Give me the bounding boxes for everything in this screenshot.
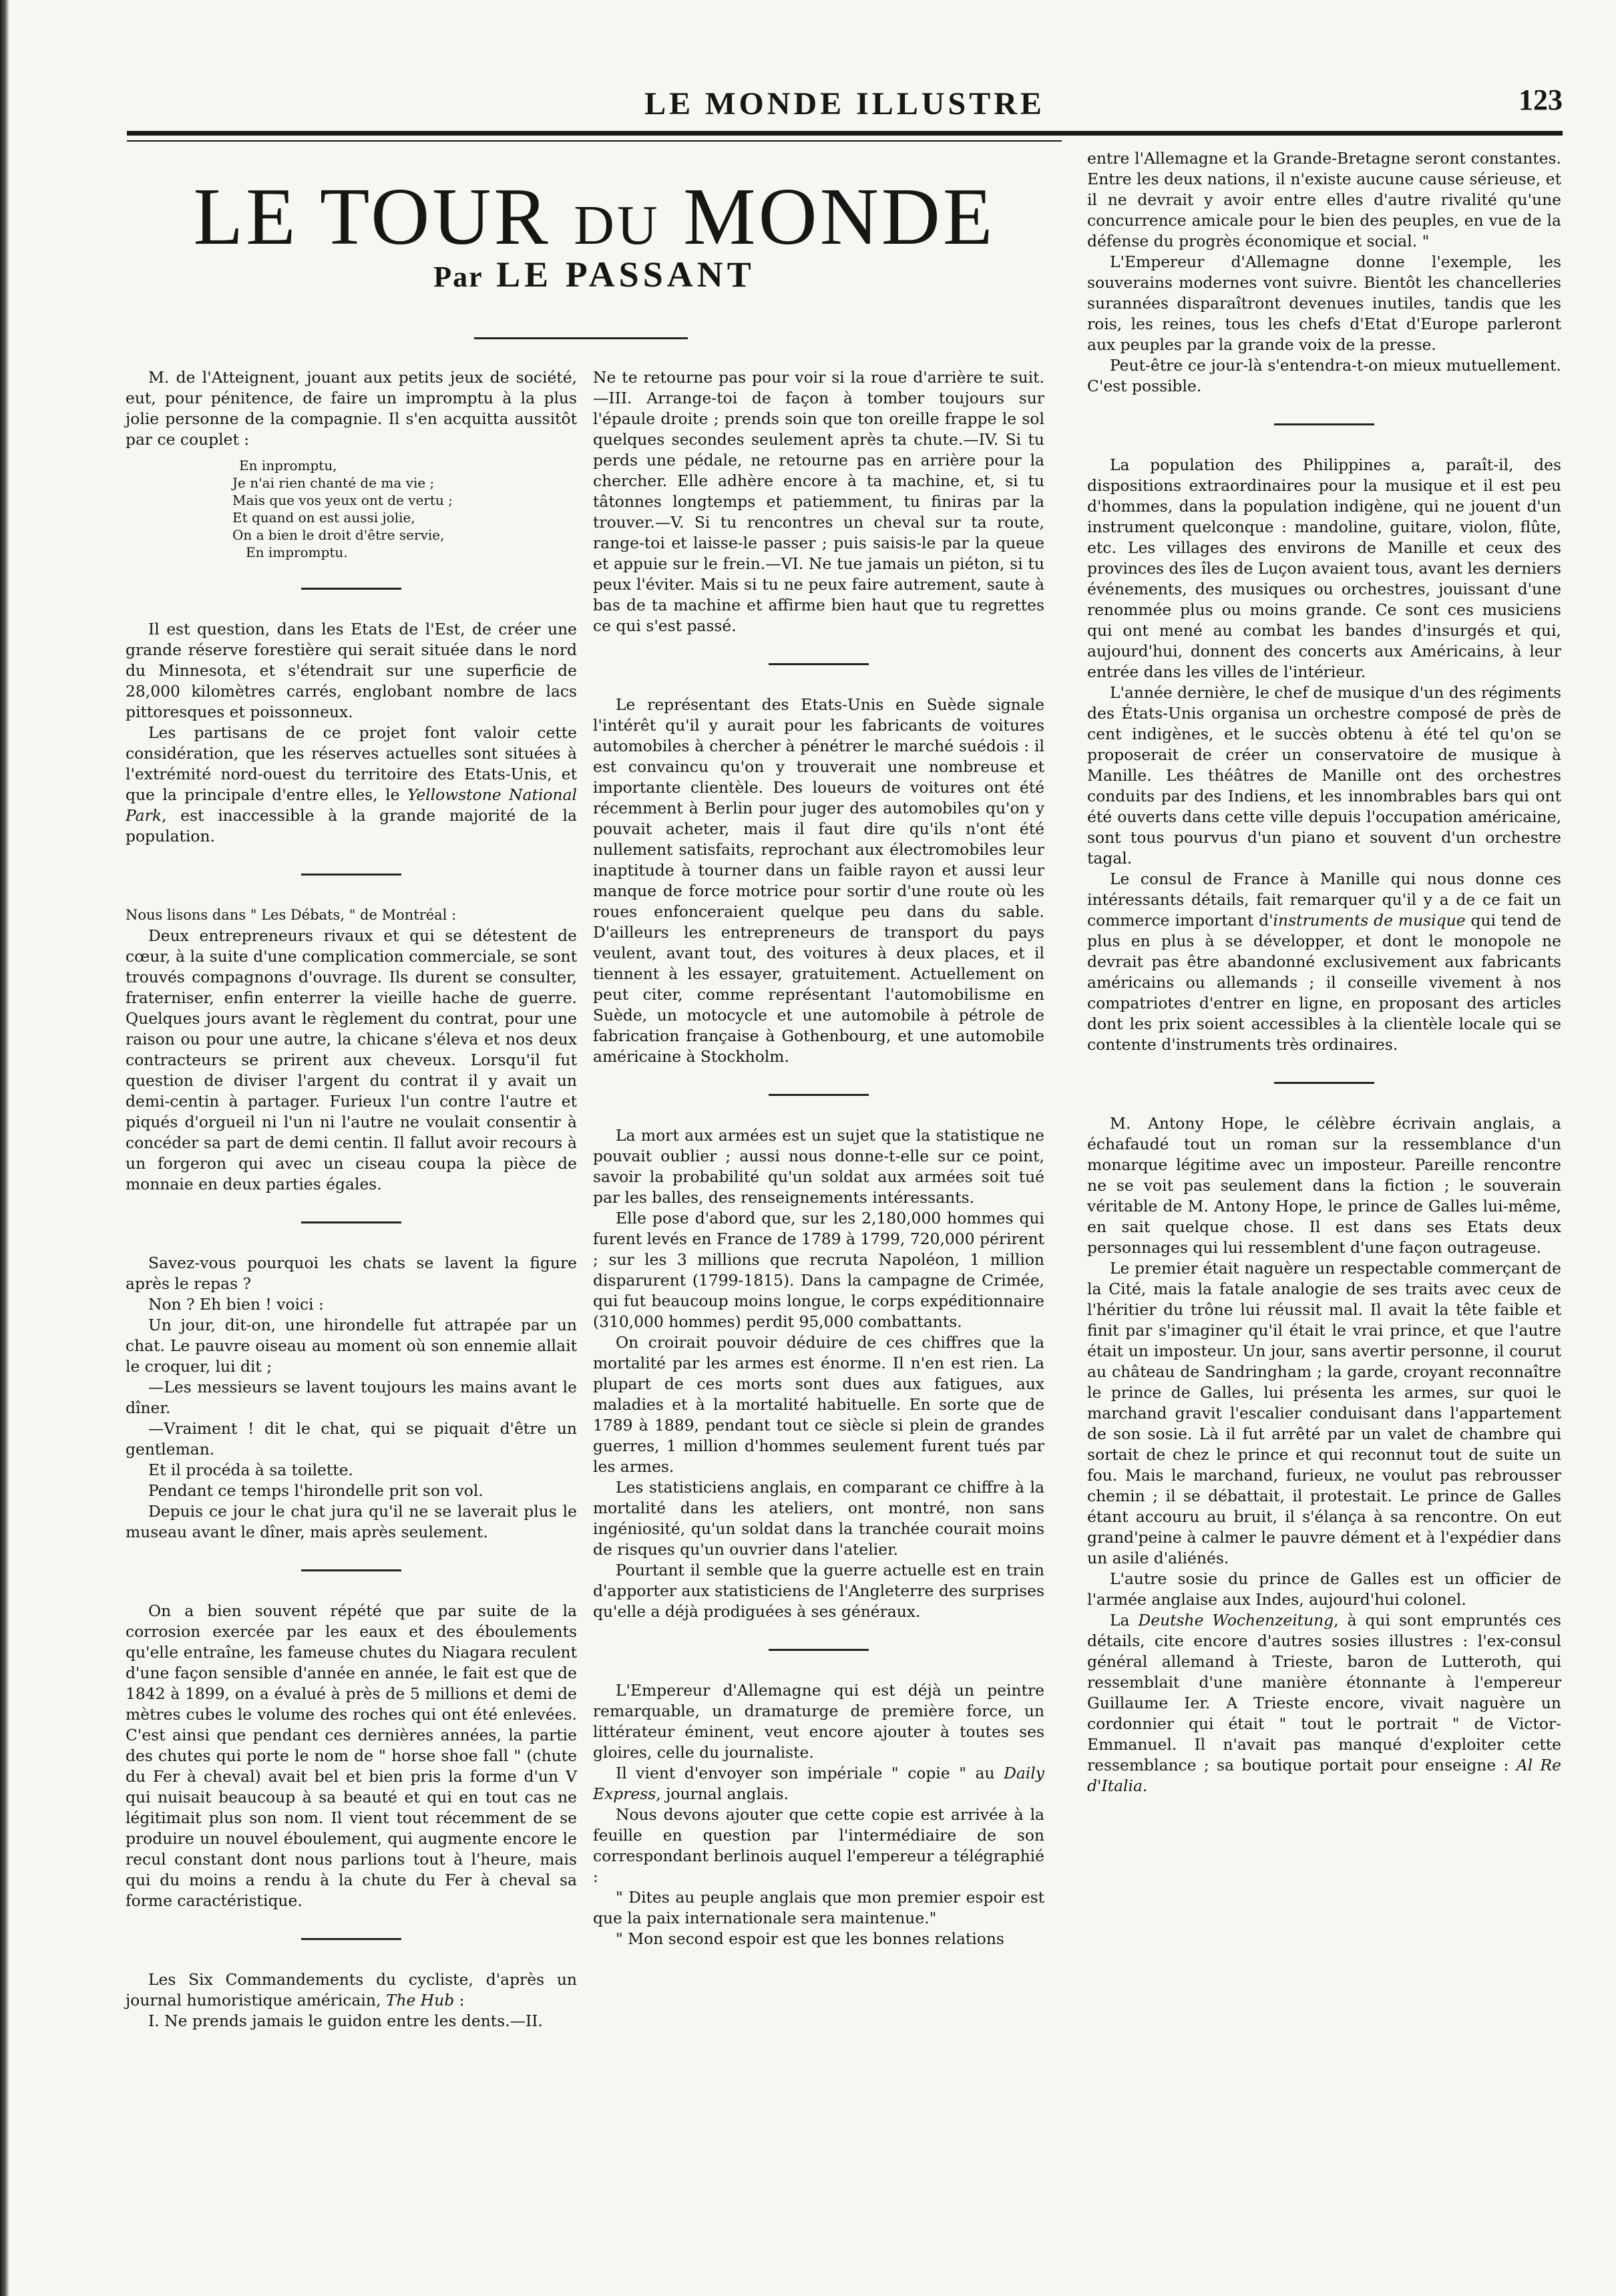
poem-line: Je n'ai rien chanté de ma vie ;: [232, 475, 435, 491]
emphasis: Al Re d'Italia.: [1087, 1756, 1561, 1795]
section-separator: [769, 663, 869, 665]
paragraph: Les Six Commandements du cycliste, d'après un journal humoristique américain, The Hub :: [126, 1970, 577, 2010]
emphasis: Yellowstone National Park: [126, 785, 578, 825]
paragraph: Depuis ce jour le chat jura qu'il ne se laverait plus le museau avant le dîner, mais après seulement.: [126, 1502, 577, 1541]
column-2: [593, 367, 1044, 1949]
section-separator: [1274, 1082, 1374, 1084]
paragraph: L'Empereur d'Allemagne donne l'exemple, les souverains modernes vont suivre. Bientôt les chancelleries surannées disparaîtront devenues inutiles, tandis que les rois, les reines, tous les chefs d'Etat d'Europe parleront aux peuples par la grande voix de la presse.: [1087, 252, 1561, 354]
paragraph: Un jour, dit-on, une hirondelle fut attrapée par un chat. Le pauvre oiseau au moment où son ennemie allait le croquer, lui dit ;: [126, 1316, 577, 1376]
section-separator: [1274, 423, 1374, 425]
paragraph: L'autre sosie du prince de Galles est un officier de l'armée anglaise aux Indes, aujourd'hui colonel.: [1087, 1569, 1561, 1609]
emphasis: Daily Express: [593, 1764, 1044, 1803]
paragraph: M. Antony Hope, le célèbre écrivain anglais, a échafaudé tout un roman sur la ressemblance d'un monarque légitime avec un imposteur. Pareille rencontre ne se voit pas seulement dans la fiction ; le souverain véritable de M. Antony Hope, le prince de Galles lui-même, en sait quelque chose. Il est dans ses Etats deux personnages qui lui ressemblent d'une façon outrageuse.: [1087, 1114, 1561, 1257]
paragraph: Non ? Eh bien ! voici :: [148, 1295, 324, 1314]
poem-line: En inpromptu,: [239, 457, 337, 473]
section-separator: [301, 1221, 401, 1223]
paragraph: On a bien souvent répété que par suite de la corrosion exercée par les eaux et des éboulements qu'elle entraîne, les fameuse chutes du Niagara reculent d'une façon sensible d'année en année, le fait est que de 1842 à 1899, on a évalué à près de 5 millions et demi de mètres cubes le volume des roches qui ont été enlevées. C'est ainsi que pendant ces dernières années, la partie des chutes qui porte le nom de " horse shoe fall " (chute du Fer à cheval) avait bel et bien pris la forme d'un V qui nuisait beaucoup à sa beauté et qui en tout cas ne légitimait plus son nom. Il vient tout récemment de se produire un nouvel éboulement, qui augmente encore le recul constant dont nous parlions tout à l'heure, mais qui du moins a rendu à la chute du Fer à cheval sa forme caractéristique.: [126, 1601, 577, 1910]
paragraph: —Les messieurs se lavent toujours les mains avant le dîner.: [126, 1378, 577, 1417]
title-word-tour: TOUR: [319, 172, 551, 262]
poem-line: On a bien le droit d'être servie,: [232, 527, 445, 543]
emphasis: instruments de musique: [1273, 911, 1466, 930]
paragraph: Le représentant des Etats-Unis en Suède signale l'intérêt qu'il y aurait pour les fabricants de voitures automobiles à chercher à pénétrer le marché suédois : il est convaincu qu'on y trouverait une nombreuse et importante clientèle. Des loueurs de voitures ont été récemment à Berlin pour juger des automobiles qu'on y pouvait acheter, mais il faut dire qu'ils n'ont été nullement satisfaits, reprochant aux électromobiles leur inaptitude à tourner dans un faible rayon et aussi leur manque de force motrice pour sortir d'une route où les roues enfonceraient quelque peu dans du sable. D'ailleurs les entrepreneurs de transport du pays veulent, avant tout, des voitures à deux places, et il tiennent à les essayer, gratuitement. Actuellement on peut citer, comme représentant l'automobilisme en Suède, un motocycle et une automobile à pétrole de fabrication française à Gothenbourg, et une automobile américaine à Stockholm.: [593, 695, 1044, 1066]
masthead: [127, 80, 1563, 127]
paragraph: Il vient d'envoyer son impériale " copie " au Daily Express, journal anglais.: [593, 1764, 1044, 1803]
section-separator: [769, 1094, 869, 1096]
paragraph-intro: Nous lisons dans " Les Débats, " de Montréal :: [126, 907, 457, 923]
paragraph: Il est question, dans les Etats de l'Est, de créer une grande réserve forestière qui serait située dans le nord du Minnesota, et s'étendrait sur une superficie de 28,000 kilomètres carrés, englobant nombre de lacs pittoresques et poissonneux.: [126, 620, 577, 721]
byline-par: Par: [433, 260, 483, 293]
masthead-rule: [127, 131, 1563, 136]
paragraph: Le premier était naguère un respectable commerçant de la Cité, mais la fatale analogie de ses traits avec ceux de l'héritier du trône lui réussit mal. Il avait la tête faible et finit par s'imaginer qu'il était le vrai prince, et que l'autre était un imposteur. Un jour, sans avertir personne, il courut au château de Sandringham ; la garde, croyant reconnaître le prince de Galles, lui présenta les armes, sur quoi le marchand gravit l'escalier conduisant dans l'appartement de son sosie. Là il fut arrêté par un valet de chambre qui sortait de chez le prince et qui reconnut tout de suite un fou. Mais le marchand, furieux, ne voulut pas rebrousser chemin ; il se débattait, il protestait. Le prince de Galles étant accouru au bruit, il s'élança à sa rencontre. On eut grand'peine à calmer le pauvre dément et à l'expédier dans un asile d'aliénés.: [1087, 1259, 1561, 1567]
paragraph: La Deutshe Wochenzeitung, à qui sont empruntés ces détails, cite encore d'autres sosies illustres : l'ex-consul général allemand à Trieste, baron de Lutteroth, qui ressemblait d'une manière étonnante à l'empereur Guillaume Ier. A Trieste encore, vivait naguère un cordonnier qui était " tout le portrait " de Victor-Emmanuel. Il n'avait pas manqué d'exploiter cette ressemblance ; sa boutique portait pour enseigne : Al Re d'Italia.: [1087, 1611, 1561, 1795]
paragraph: L'Empereur d'Allemagne qui est déjà un peintre remarquable, un dramaturge de première force, un littérateur éminent, veut encore ajouter à toutes ses gloires, celle du journaliste.: [593, 1681, 1044, 1762]
paragraph: L'année dernière, le chef de musique d'un des régiments des États-Unis organisa un orchestre composé de près de cent indigènes, et le succès obtenu à été tel qu'on se proposerait de créer un conservatoire de musique à Manille. Les théâtres de Manille ont des orchestres conduits par des Indiens, et les innombrables bars qui ont été ouverts dans cette ville depuis l'occupation américaine, sont tous pourvus d'un piano et souvent d'un orchestre tagal.: [1087, 683, 1561, 868]
poem-line: En impromptu.: [246, 544, 348, 560]
page-binding-edge: [0, 0, 9, 2296]
paragraph: Savez-vous pourquoi les chats se lavent la figure après le repas ?: [126, 1254, 577, 1293]
paragraph: Les partisans de ce projet font valoir cette considération, que les réserves actuelles sont situées à l'extrémité nord-ouest du territoire des Etats-Unis, et que la principale d'entre elles, le Yellowstone National Park, est inaccessible à la grande majorité de la population.: [126, 723, 578, 845]
page-number: 123: [1519, 83, 1563, 116]
section-separator: [301, 874, 401, 876]
poem-line: Mais que vos yeux ont de vertu ;: [232, 492, 453, 508]
paragraph: Et il procéda à sa toilette.: [148, 1461, 353, 1479]
title-word-du: DU: [574, 194, 660, 256]
column-1: [126, 367, 577, 2032]
section-separator: [301, 588, 401, 590]
paragraph: Le consul de France à Manille qui nous donne ces intéressants détails, fait remarquer qu'il y a de ce fait un commerce important d'instruments de musique qui tend de plus en plus à se développer, et dont le monopole ne devrait pas être abandonné exclusivement aux fabricants américains ou allemands ; il conseille vivement à nos compatriotes d'entrer en ligne, en proposant des articles dont les prix soient accessibles à la clientèle locale qui se contente d'instruments très ordinaires.: [1087, 870, 1562, 1054]
paragraph: " Mon second espoir est que les bonnes relations: [616, 1929, 1004, 1948]
paragraph: —Vraiment ! dit le chat, qui se piquait d'être un gentleman.: [126, 1419, 577, 1459]
emphasis: The Hub: [385, 1991, 455, 2010]
section-separator: [301, 1569, 401, 1571]
paragraph: La population des Philippines a, paraît-il, des dispositions extraordinaires pour la musique et il est peu d'hommes, dans la population indigène, qui ne jouent d'un instrument quelconque : mandoline, guitare, violon, flûte, etc. Les villages des environs de Manille et ceux des provinces des îles de Luçon avaient tous, avant les derniers événements, des musiques ou orchestres, jouissant d'une renommée plus ou moins grande. Ce sont ces musiciens qui ont mené au combat les bandes d'insurgés et qui, aujourd'hui, donnent des concerts aux Américains, à leur entrée dans les villes de l'intérieur.: [1087, 455, 1561, 681]
newspaper-title: LE MONDE ILLUSTRE: [644, 86, 1045, 122]
paragraph: Pendant ce temps l'hirondelle prit son vol.: [148, 1481, 483, 1500]
section-separator: [769, 1649, 869, 1651]
paragraph: I. Ne prends jamais le guidon entre les dents.—II.: [148, 2012, 543, 2030]
paragraph: Nous devons ajouter que cette copie est arrivée à la feuille en question par l'intermédiaire de son correspondant berlinois auquel l'empereur a télégraphié :: [593, 1805, 1044, 1886]
byline-author: LE PASSANT: [496, 254, 755, 295]
paragraph: Pourtant il semble que la guerre actuelle est en train d'apporter aux statisticiens de l'Angleterre des surprises qu'elle a déjà prodiguées à ses généraux.: [593, 1561, 1044, 1621]
section-separator: [301, 1938, 401, 1940]
paragraph: " Dites au peuple anglais que mon premier espoir est que la paix internationale sera maintenue.": [593, 1888, 1044, 1927]
column-3: [1087, 148, 1561, 1796]
paragraph: M. de l'Atteignent, jouant aux petits jeux de société, eut, pour pénitence, de faire un impromptu à la plus jolie personne de la compagnie. Il s'en acquitta aussitôt par ce couplet :: [126, 368, 577, 449]
paragraph: Ne te retourne pas pour voir si la roue d'arrière te suit.—III. Arrange-toi de façon à tomber toujours sur l'épaule droite ; prends soin que ton oreille frappe le sol quelques secondes seulement après ta chute.—IV. Si tu perds une pédale, ne retourne pas en arrière pour la chercher. Elle adhère encore à ta machine, et, si tu tâtonnes longtemps et patiemment, tu finiras par la trouver.—V. Si tu rencontres un cheval sur ta route, range-toi et laisse-le passer ; puis saisis-le par la queue et appuie sur le frein.—VI. Ne tue jamais un piéton, si tu peux l'éviter. Mais si tu ne peux faire autrement, saute à bas de ta machine et affirme bien haut que tu regrettes ce qui s'est passé.: [593, 368, 1044, 635]
emphasis: Deutshe Wochenzeitung: [1138, 1611, 1334, 1630]
title-separator: [474, 337, 688, 339]
paragraph: Deux entrepreneurs rivaux et qui se détestent de cœur, à la suite d'une complication commerciale, se sont trouvés compagnons d'ouvrage. Ils durent se consulter, fraterniser, enfin enterrer la vieille hache de guerre. Quelques jours avant le règlement du contrat, pour une raison ou pour une autre, la chicane s'éleva et nos deux contracteurs se prirent aux cheveux. Lorsqu'il fut question de diviser l'argent du contrat il y avait un demi-centin à partager. Furieux l'un contre l'autre et piqués d'orgueil ni l'un ni l'autre ne voulait consentir à concéder sa part de demi centin. Il fallut avoir recours à un forgeron qui avec un ciseau coupa la pièce de monnaie en deux parties égales.: [126, 926, 577, 1193]
poem-line: Et quand on est aussi jolie,: [232, 510, 415, 526]
paragraph: entre l'Allemagne et la Grande-Bretagne seront constantes. Entre les deux nations, il n'existe aucune cause sérieuse, et il ne devrait y avoir entre elles d'autre rivalité qu'une concurrence amicale pour le bien des peuples, en vue de la défense du progrès économique et social. ": [1087, 149, 1561, 250]
title-word-le: LE: [193, 172, 298, 262]
paragraph: Elle pose d'abord que, sur les 2,180,000 hommes qui furent levés en France de 1789 à 1799, 720,000 périrent ; sur les 3 millions que recruta Napoléon, 1 million disparurent (1799-1815). Dans la campagne de Crimée, qui fut beaucoup moins longue, le corps expéditionnaire (310,000 hommes) perdit 95,000 combattants.: [593, 1209, 1044, 1331]
paragraph: La mort aux armées est un sujet que la statistique ne pouvait oublier ; aussi nous donne-t-elle sur ce point, savoir la probabilité qu'un soldat aux armées soit tué par les balles, des renseignements intéressants.: [593, 1126, 1044, 1207]
paragraph: Peut-être ce jour-là s'entendra-t-on mieux mutuellement. C'est possible.: [1087, 356, 1561, 395]
poem: [126, 457, 577, 561]
paragraph: Les statisticiens anglais, en comparant ce chiffre à la mortalité dans les ateliers, ont montré, non sans ingéniosité, qu'un soldat dans la tranchée courait moins de risques qu'un ouvrier dans l'atelier.: [593, 1478, 1044, 1559]
article-byline: [127, 254, 1062, 295]
masthead-rule-thin: [127, 140, 1062, 142]
paragraph: On croirait pouvoir déduire de ces chiffres que la mortalité par les armes est énorme. Il n'en est rien. La plupart de ces morts sont dues aux fatigues, aux maladies et à la mortalité habituelle. En sorte que de 1789 à 1889, pendant tout ce siècle si plein de grandes guerres, 1 million d'hommes seulement furent tués par les armes.: [593, 1333, 1044, 1476]
title-word-monde: MONDE: [683, 172, 996, 262]
